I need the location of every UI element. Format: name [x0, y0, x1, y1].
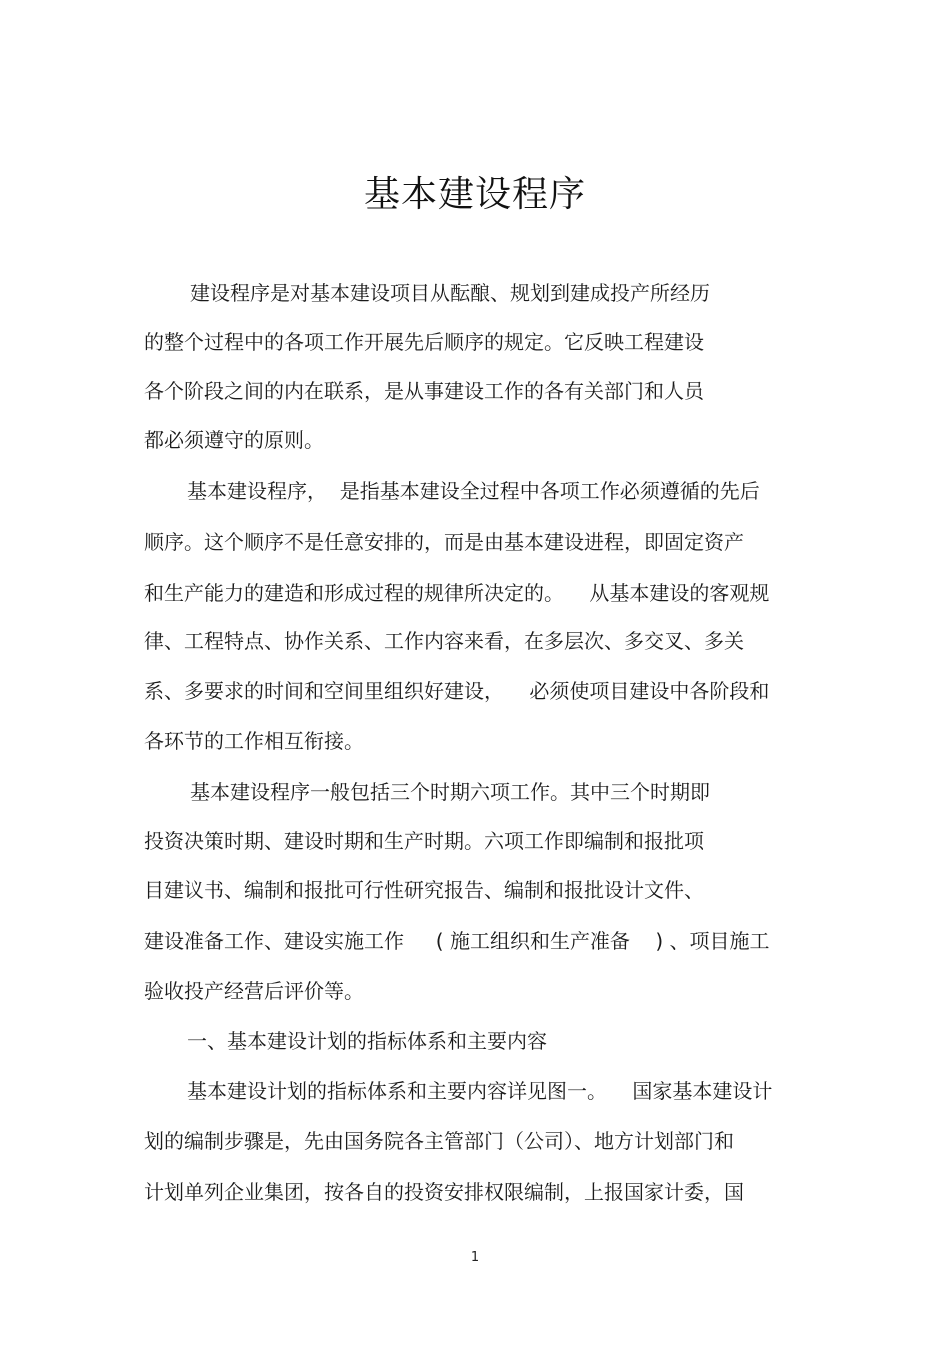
paragraph-2-line-2: 顺序。这个顺序不是任意安排的，而是由基本建设进程，即固定资产 — [144, 530, 744, 554]
paragraph-2-line-5: 系、多要求的时间和空间里组织好建设， 必须使项目建设中各阶段和 — [144, 679, 770, 703]
paragraph-2-line-3: 和生产能力的建造和形成过程的规律所决定的。 从基本建设的客观规 — [144, 581, 770, 605]
paragraph-3-line-1: 基本建设程序一般包括三个时期六项工作。其中三个时期即 — [190, 780, 710, 804]
paragraph-3-line-3: 目建议书、编制和报批可行性研究报告、编制和报批设计文件、 — [144, 878, 704, 902]
paragraph-3-line-5: 验收投产经营后评价等。 — [144, 979, 364, 1003]
paragraph-1-line-1: 建设程序是对基本建设项目从酝酿、规划到建成投产所经历 — [190, 281, 710, 305]
paragraph-3-line-2: 投资决策时期、建设时期和生产时期。六项工作即编制和报批项 — [144, 829, 704, 853]
paragraph-2-line-4: 律、工程特点、协作关系、工作内容来看，在多层次、多交叉、多关 — [144, 629, 744, 653]
paragraph-5-line-3: 计划单列企业集团，按各自的投资安排权限编制，上报国家计委，国 — [144, 1180, 744, 1204]
document-title: 基本建设程序 — [363, 174, 586, 215]
paragraph-2-line-6: 各环节的工作相互衔接。 — [144, 729, 364, 753]
paragraph-2-line-1: 基本建设程序， 是指基本建设全过程中各项工作必须遵循的先后 — [187, 479, 760, 503]
paragraph-1-line-3: 各个阶段之间的内在联系，是从事建设工作的各有关部门和人员 — [144, 379, 704, 403]
paragraph-1-line-2: 的整个过程中的各项工作开展先后顺序的规定。它反映工程建设 — [144, 330, 704, 354]
page-number: 1 — [470, 1250, 480, 1265]
section-heading-1: 一、基本建设计划的指标体系和主要内容 — [187, 1029, 547, 1053]
paragraph-5-line-2: 划的编制步骤是，先由国务院各主管部门（公司）、地方计划部门和 — [144, 1129, 734, 1153]
paragraph-3-line-4: 建设准备工作、建设实施工作 ( 施工组织和生产准备 ) 、项目施工 — [144, 929, 770, 953]
paragraph-5-line-1: 基本建设计划的指标体系和主要内容详见图一。 国家基本建设计 — [187, 1079, 773, 1103]
paragraph-1-line-4: 都必须遵守的原则。 — [144, 428, 324, 452]
